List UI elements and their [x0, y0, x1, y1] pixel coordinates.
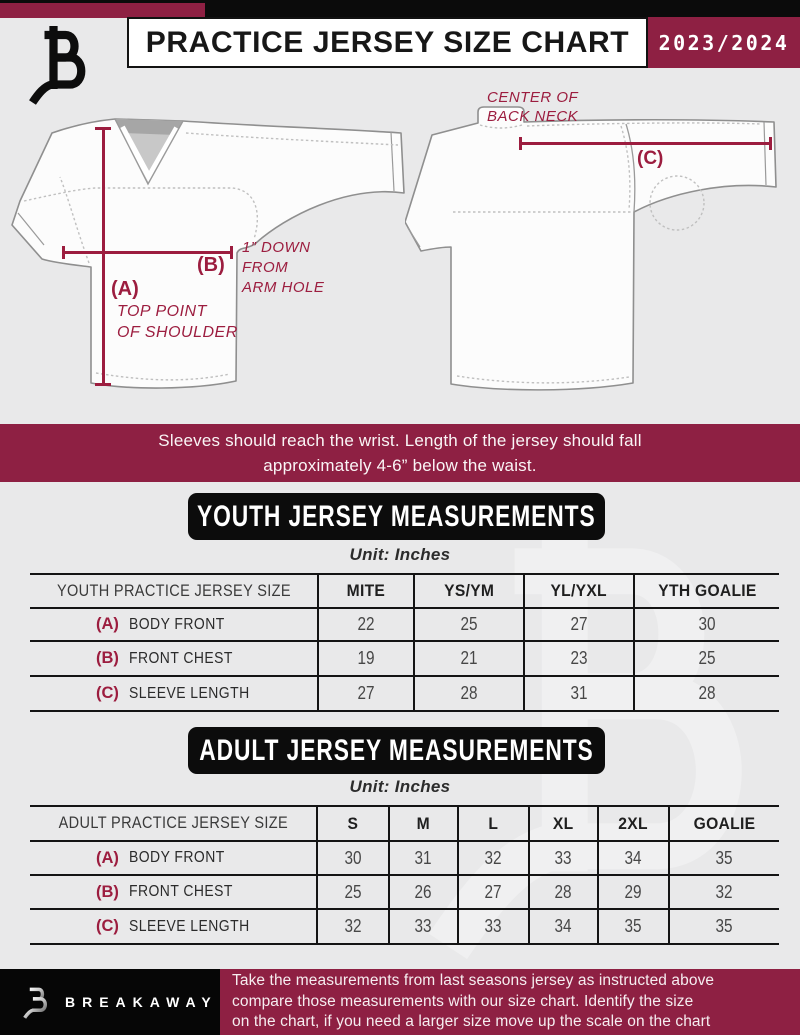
page-title: PRACTICE JERSEY SIZE CHART — [145, 25, 630, 59]
youth-header-col: YS/YM — [413, 573, 523, 609]
adult-cell: 35 — [668, 910, 779, 945]
title-box — [127, 17, 648, 68]
youth-section-title: YOUTH JERSEY MEASUREMENTS — [197, 499, 596, 533]
youth-row-c-label: (C) SLEEVE LENGTH — [30, 677, 317, 712]
adult-header-col: 2XL — [597, 805, 668, 842]
footer-instructions — [220, 969, 800, 1035]
measure-line-a — [102, 128, 105, 385]
adult-cell: 34 — [528, 910, 597, 945]
header-maroon-strip — [0, 3, 205, 18]
adult-header-col: S — [316, 805, 388, 842]
youth-cell: 25 — [633, 642, 779, 677]
adult-cell: 33 — [528, 842, 597, 876]
measure-line-c-left-cap — [519, 137, 522, 150]
adult-cell: 34 — [597, 842, 668, 876]
youth-cell: 30 — [633, 609, 779, 642]
footer-brand-name: BREAKAWAY — [65, 994, 218, 1010]
youth-unit-label: Unit: Inches — [349, 545, 451, 564]
adult-cell: 30 — [316, 842, 388, 876]
adult-section-title-box — [188, 727, 605, 774]
back-jersey-outline — [405, 107, 776, 390]
adult-header-col: L — [457, 805, 528, 842]
adult-size-table — [30, 805, 779, 945]
point-c-note-line2: BACK NECK — [487, 108, 579, 125]
adult-header-col: GOALIE — [668, 805, 779, 842]
adult-cell: 33 — [457, 910, 528, 945]
adult-cell: 35 — [597, 910, 668, 945]
youth-header-col: MITE — [317, 573, 413, 609]
point-c-note — [487, 88, 578, 126]
youth-cell: 22 — [317, 609, 413, 642]
footer-breakaway-logo — [22, 983, 54, 1021]
youth-size-table — [30, 573, 779, 712]
adult-cell: 33 — [388, 910, 457, 945]
banner-line1: Sleeves should reach the wrist. Length of the jersey should fall — [158, 431, 642, 450]
banner-line2: approximately 4-6” below the waist. — [263, 456, 537, 475]
season-box — [648, 17, 800, 68]
footer-note-line2: compare those measurements with our size chart. Identify the size — [232, 992, 694, 1010]
adult-cell: 28 — [528, 876, 597, 910]
youth-cell: 19 — [317, 642, 413, 677]
youth-header-col: YTH GOALIE — [633, 573, 779, 609]
youth-row-b-label: (B) FRONT CHEST — [30, 642, 317, 677]
point-a-note-line1: TOP POINT — [117, 303, 207, 320]
adult-header-size: ADULT PRACTICE JERSEY SIZE — [30, 805, 316, 842]
measure-line-c — [519, 142, 772, 145]
season-label: 2023/2024 — [658, 30, 790, 55]
youth-cell: 28 — [413, 677, 523, 712]
measure-line-b-right-cap — [230, 246, 233, 259]
footer-note-line3: on the chart, if you need a larger size move up the scale on the chart — [232, 1013, 711, 1031]
front-jersey-diagram — [10, 85, 420, 405]
adult-header-col: XL — [528, 805, 597, 842]
youth-cell: 25 — [413, 609, 523, 642]
youth-header-size: YOUTH PRACTICE JERSEY SIZE — [30, 573, 317, 609]
footer-note-line1: Take the measurements from last seasons jersey as instructed above — [232, 972, 715, 990]
point-b-note — [242, 238, 324, 298]
adult-section-title: ADULT JERSEY MEASUREMENTS — [199, 733, 594, 767]
adult-cell: 25 — [316, 876, 388, 910]
adult-unit-label: Unit: Inches — [349, 777, 451, 796]
measure-line-a-top-cap — [95, 127, 111, 130]
point-b-note-line3: ARM HOLE — [242, 279, 325, 296]
youth-cell: 21 — [413, 642, 523, 677]
point-c-label: (C) — [637, 148, 664, 169]
breakaway-logo — [24, 20, 104, 110]
adult-row-b-label: (B) FRONT CHEST — [30, 876, 316, 910]
youth-cell: 27 — [317, 677, 413, 712]
adult-cell: 27 — [457, 876, 528, 910]
fit-instruction-banner — [0, 424, 800, 482]
measure-line-b-left-cap — [62, 246, 65, 259]
measure-line-a-bottom-cap — [95, 383, 111, 386]
adult-row-a-label: (A) BODY FRONT — [30, 842, 316, 876]
point-b-note-line2: FROM — [242, 259, 289, 276]
youth-row-a-label: (A) BODY FRONT — [30, 609, 317, 642]
youth-cell: 31 — [523, 677, 633, 712]
footer-brand-block — [0, 969, 220, 1035]
adult-cell: 32 — [457, 842, 528, 876]
point-a-note-line2: OF SHOULDER — [117, 324, 238, 341]
youth-cell: 27 — [523, 609, 633, 642]
youth-header-col: YL/YXL — [523, 573, 633, 609]
adult-cell: 32 — [668, 876, 779, 910]
point-b-note-line1: 1” DOWN — [242, 239, 311, 256]
point-a-note — [117, 301, 238, 343]
youth-cell: 28 — [633, 677, 779, 712]
youth-cell: 23 — [523, 642, 633, 677]
adult-cell: 26 — [388, 876, 457, 910]
adult-cell: 29 — [597, 876, 668, 910]
adult-cell: 31 — [388, 842, 457, 876]
adult-cell: 35 — [668, 842, 779, 876]
adult-row-c-label: (C) SLEEVE LENGTH — [30, 910, 316, 945]
adult-cell: 32 — [316, 910, 388, 945]
youth-section-title-box — [188, 493, 605, 540]
measure-line-c-right-cap — [769, 137, 772, 150]
point-b-label: (B) — [197, 254, 225, 276]
point-c-note-line1: CENTER OF — [487, 89, 579, 106]
adult-header-col: M — [388, 805, 457, 842]
point-a-label: (A) — [111, 278, 139, 300]
